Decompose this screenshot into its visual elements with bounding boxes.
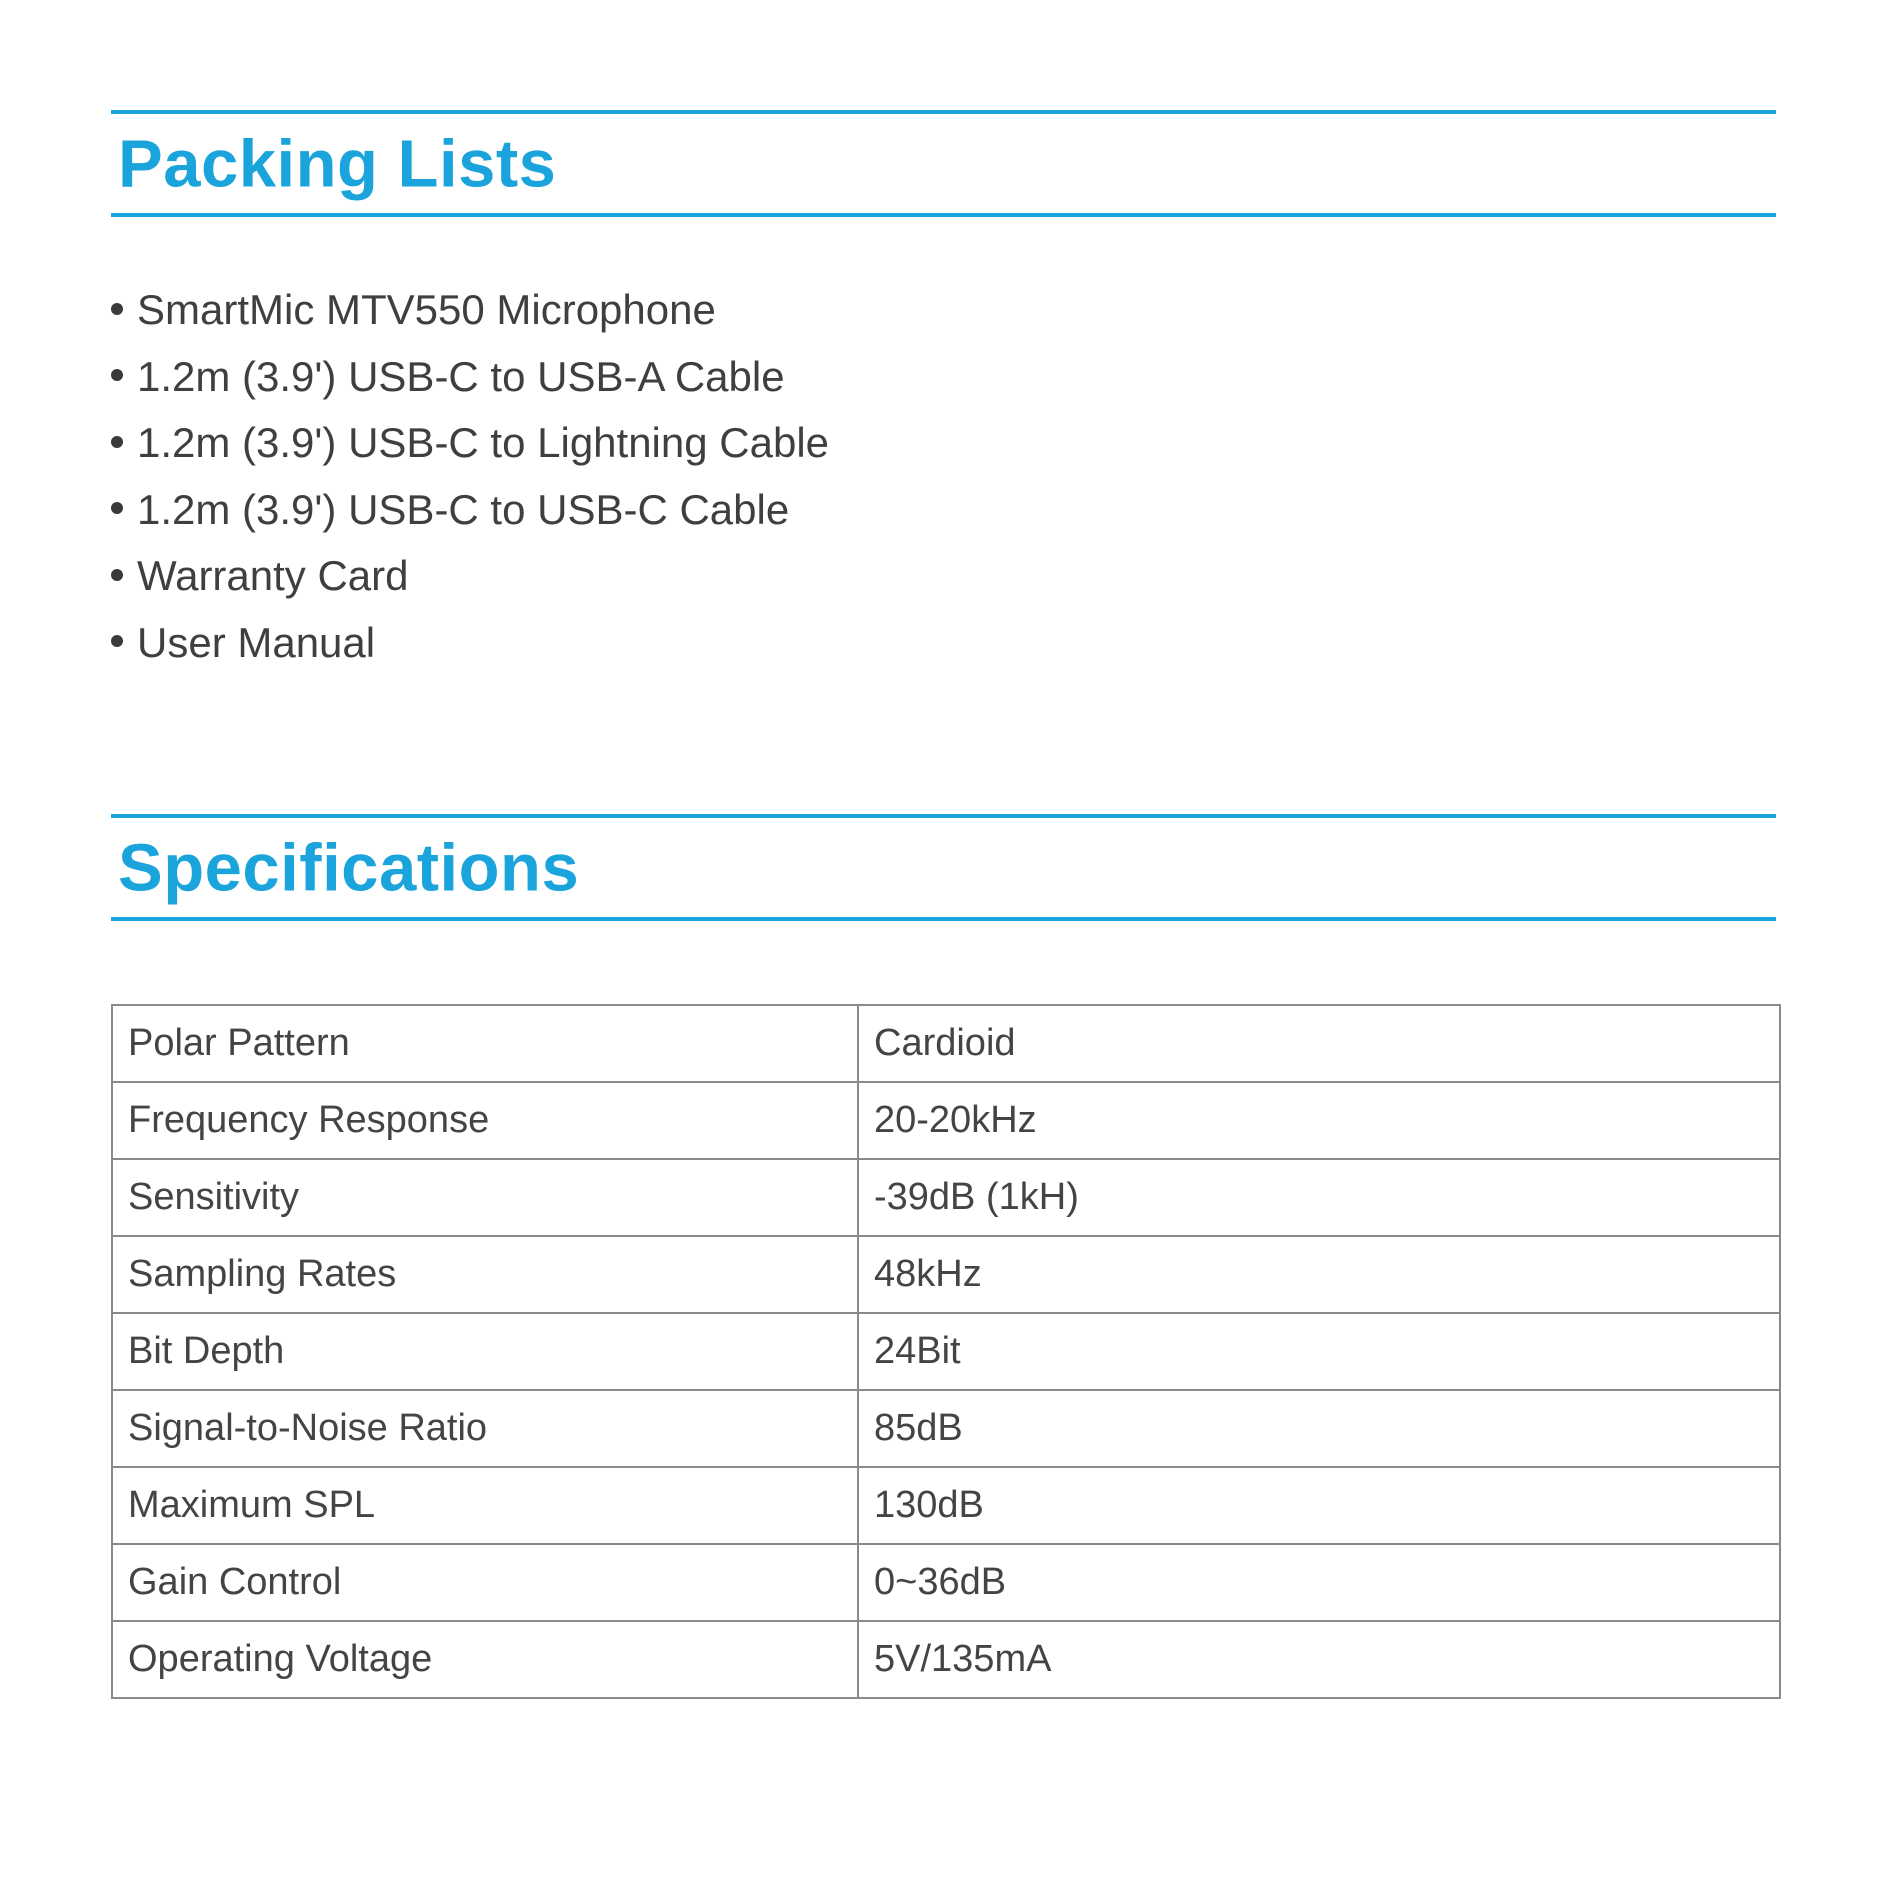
- spec-value: 85dB: [858, 1390, 1780, 1467]
- table-row: [112, 1544, 1780, 1621]
- packing-list-item-label: Warranty Card: [137, 552, 409, 599]
- packing-lists-header: [111, 110, 1776, 217]
- spec-value: -39dB (1kH): [858, 1159, 1780, 1236]
- spec-value: 24Bit: [858, 1313, 1780, 1390]
- table-row: [112, 1236, 1780, 1313]
- table-row: [112, 1005, 1780, 1082]
- packing-lists-title: Packing Lists: [118, 126, 557, 201]
- bullet-icon: [111, 303, 123, 315]
- spec-label: Maximum SPL: [112, 1467, 858, 1544]
- packing-list-item-label: 1.2m (3.9') USB-C to Lightning Cable: [137, 419, 830, 466]
- bullet-icon: [111, 502, 123, 514]
- packing-list-item: [111, 344, 829, 411]
- spec-label: Operating Voltage: [112, 1621, 858, 1698]
- spec-label: Polar Pattern: [112, 1005, 858, 1082]
- packing-list-item: [111, 410, 829, 477]
- spec-value: 130dB: [858, 1467, 1780, 1544]
- packing-list-item-label: User Manual: [137, 618, 376, 666]
- bullet-icon: [111, 569, 123, 581]
- packing-list-item: [111, 277, 829, 344]
- spec-value: 0~36dB: [858, 1544, 1780, 1621]
- packing-list-item: [111, 543, 829, 610]
- bullet-icon: [111, 369, 123, 381]
- spec-label: Gain Control: [112, 1544, 858, 1621]
- table-row: [112, 1313, 1780, 1390]
- table-row: [112, 1159, 1780, 1236]
- spec-label: Bit Depth: [112, 1313, 858, 1390]
- table-row: [112, 1467, 1780, 1544]
- table-row: [112, 1621, 1780, 1698]
- specifications-table: [111, 1004, 1781, 1699]
- packing-list: [111, 277, 829, 676]
- spec-value: 48kHz: [858, 1236, 1780, 1313]
- table-row: [112, 1390, 1780, 1467]
- packing-list-item-label: SmartMic MTV550 Microphone: [137, 286, 716, 333]
- packing-list-item-label: 1.2m (3.9') USB-C to USB-C Cable: [137, 485, 790, 533]
- table-row: [112, 1082, 1780, 1159]
- packing-list-item-label: 1.2m (3.9') USB-C to USB-A Cable: [137, 352, 785, 400]
- bullet-icon: [111, 635, 123, 647]
- packing-list-item: [111, 477, 829, 544]
- spec-label: Sampling Rates: [112, 1236, 858, 1313]
- spec-value: Cardioid: [858, 1005, 1780, 1082]
- packing-list-item: [111, 610, 829, 677]
- spec-label: Signal-to-Noise Ratio: [112, 1390, 858, 1467]
- spec-label: Frequency Response: [112, 1082, 858, 1159]
- spec-value: 20-20kHz: [858, 1082, 1780, 1159]
- spec-value: 5V/135mA: [858, 1621, 1780, 1698]
- spec-label: Sensitivity: [112, 1159, 858, 1236]
- specifications-header: [111, 814, 1776, 921]
- bullet-icon: [111, 436, 123, 448]
- specifications-title: Specifications: [118, 830, 580, 905]
